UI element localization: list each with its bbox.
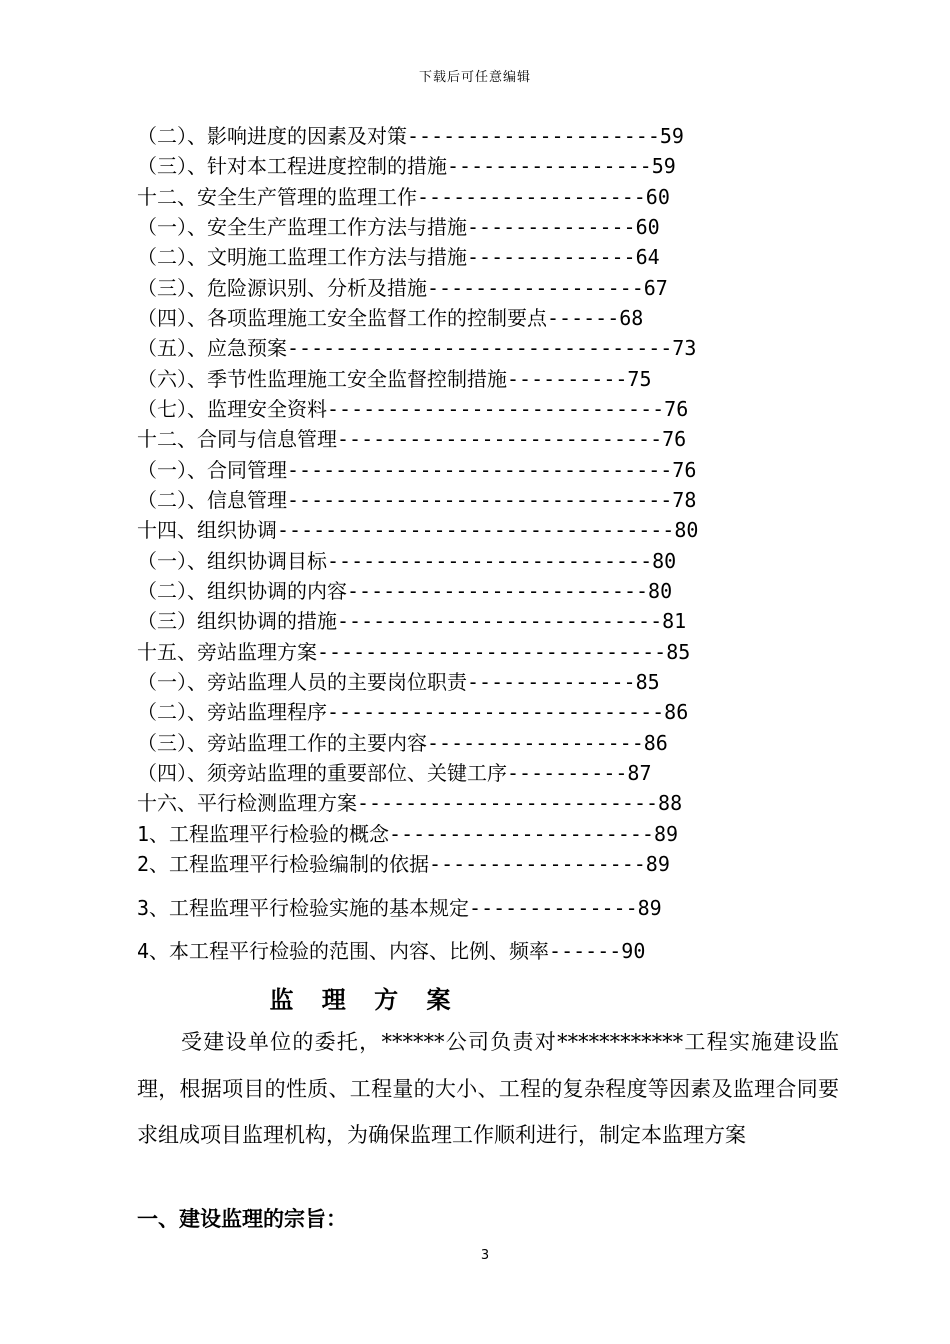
toc-entry: 十六、平行检测监理方案-------------------------88 (137, 791, 683, 815)
toc-entry: （三）、旁站监理工作的主要内容------------------86 (137, 731, 668, 755)
section-title: 监 理 方 案 (269, 985, 461, 1014)
toc-entry: （四）、各项监理施工安全监督工作的控制要点------68 (137, 306, 644, 330)
section-heading: 一、建设监理的宗旨： (137, 1207, 347, 1231)
toc-entry: （一）、安全生产监理工作方法与措施--------------60 (137, 215, 660, 239)
toc-entry: （二）、组织协调的内容-------------------------80 (137, 579, 673, 603)
toc-entry: （二）、文明施工监理工作方法与措施--------------64 (137, 245, 660, 269)
toc-entry: （三）、危险源识别、分析及措施------------------67 (137, 276, 668, 300)
toc-entry: 十二、安全生产管理的监理工作-------------------60 (137, 185, 670, 209)
toc-entry: 十二、合同与信息管理---------------------------76 (137, 427, 687, 451)
toc-entry: （七）、监理安全资料----------------------------76 (137, 397, 689, 421)
toc-entry: 4、本工程平行检验的范围、内容、比例、频率------90 (137, 939, 646, 963)
page-number: 3 (480, 1248, 490, 1263)
toc-entry: 2、工程监理平行检验编制的依据------------------89 (137, 852, 670, 876)
toc-entry: （三）组织协调的措施---------------------------81 (137, 609, 687, 633)
page-header: 下载后可任意编辑 (418, 70, 531, 85)
toc-entry: （五）、应急预案--------------------------------73 (137, 336, 697, 360)
toc-entry: 十五、旁站监理方案-----------------------------85 (137, 640, 691, 664)
toc-entry: 3、工程监理平行检验实施的基本规定--------------89 (137, 896, 662, 920)
toc-entry: （四）、须旁站监理的重要部位、关键工序----------87 (137, 761, 652, 785)
toc-entry: （六）、季节性监理施工安全监督控制措施----------75 (137, 367, 652, 391)
toc-entry: （二）、旁站监理程序----------------------------86 (137, 700, 689, 724)
toc-entry: 1、工程监理平行检验的概念----------------------89 (137, 822, 679, 846)
intro-paragraph: 受建设单位的委托，******公司负责对************工程实施建设监理，根据项目的性质、工程量的大小、工程的复杂程度等因素及监理合同要求组成项目监理机构，为确保监理工作顺利进行，制定本监理方案 (137, 1030, 839, 1147)
toc-entry: （一）、合同管理--------------------------------76 (137, 458, 697, 482)
toc-entry: （一）、组织协调目标---------------------------80 (137, 549, 677, 573)
toc-entry: （一）、旁站监理人员的主要岗位职责--------------85 (137, 670, 660, 694)
toc-entry: （三）、针对本工程进度控制的措施-----------------59 (137, 154, 676, 178)
toc-entry: （二）、影响进度的因素及对策---------------------59 (137, 124, 684, 148)
toc-entry: 十四、组织协调---------------------------------80 (137, 518, 699, 542)
toc-entry: （二）、信息管理--------------------------------78 (137, 488, 697, 512)
